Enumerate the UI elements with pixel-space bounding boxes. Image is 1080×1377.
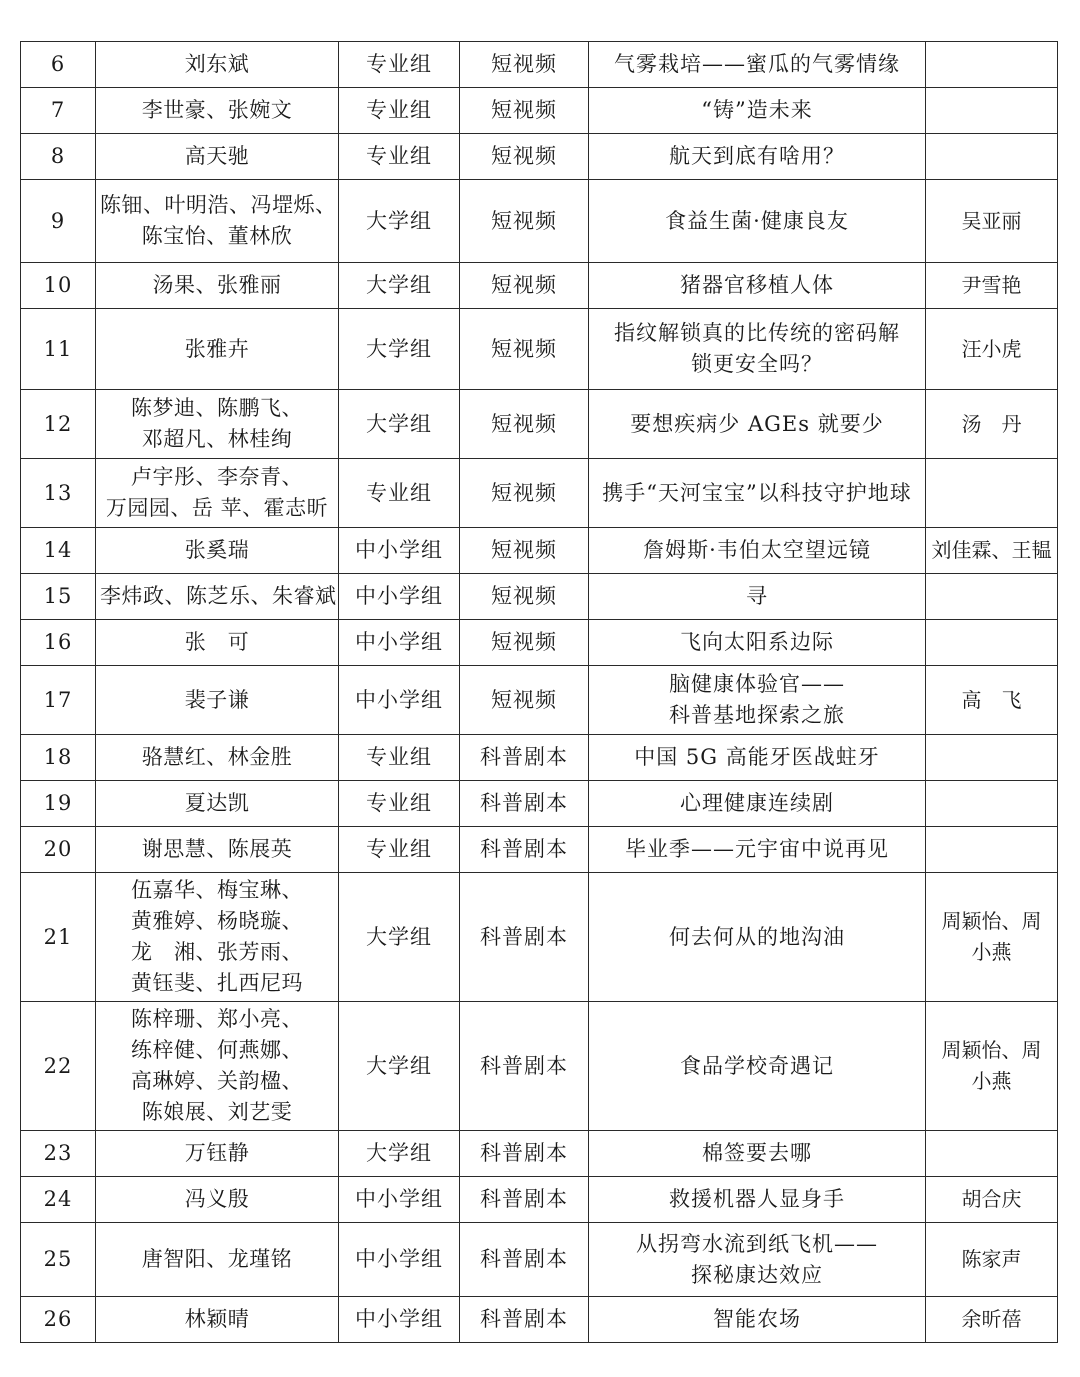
- advisor-cell: [926, 620, 1058, 666]
- title-cell: [589, 1223, 926, 1297]
- advisor-cell: [926, 528, 1058, 574]
- authors-cell-line: 李世豪、张婉文: [141, 98, 293, 122]
- authors-cell-line: 高天驰: [184, 144, 250, 168]
- category-cell: 短视频: [460, 666, 589, 735]
- row-number-cell: 12: [21, 390, 96, 459]
- row-number-cell: 21: [21, 873, 96, 1002]
- category-cell: 科普剧本: [460, 827, 589, 873]
- row-number-cell: 11: [21, 309, 96, 390]
- awards-table: [20, 41, 1058, 1343]
- advisor-cell-line: 高 飞: [961, 687, 1022, 712]
- advisor-cell: [926, 1177, 1058, 1223]
- title-cell-line: 科普基地探索之旅: [669, 703, 845, 727]
- category-cell: 短视频: [460, 134, 589, 180]
- authors-cell-line: 谢思慧、陈展英: [141, 837, 293, 861]
- title-cell: [589, 42, 926, 88]
- authors-cell-line: 伍嘉华、梅宝琳、: [131, 878, 303, 902]
- authors-cell: [96, 263, 339, 309]
- group-cell: 大学组: [339, 1002, 460, 1131]
- authors-cell: [96, 1297, 339, 1343]
- authors-cell: [96, 42, 339, 88]
- advisor-cell: [926, 1297, 1058, 1343]
- advisor-cell: [926, 1002, 1058, 1131]
- advisor-cell: [926, 781, 1058, 827]
- row-number-cell: 15: [21, 574, 96, 620]
- authors-cell-line: 裴子谦: [184, 687, 250, 712]
- row-number-cell: 6: [21, 42, 96, 88]
- row-number-cell: 25: [21, 1223, 96, 1297]
- advisor-cell: [926, 459, 1058, 528]
- category-cell: 短视频: [460, 620, 589, 666]
- advisor-cell: [926, 309, 1058, 390]
- row-number-cell: 8: [21, 134, 96, 180]
- group-cell: 中小学组: [339, 1223, 460, 1297]
- title-cell-line: “铸”造未来: [701, 98, 813, 122]
- group-cell: 中小学组: [339, 1297, 460, 1343]
- category-cell: 短视频: [460, 263, 589, 309]
- authors-cell-line: 夏达凯: [184, 791, 250, 815]
- advisor-cell: [926, 390, 1058, 459]
- advisor-cell: [926, 1223, 1058, 1297]
- group-cell: 中小学组: [339, 620, 460, 666]
- row-number-cell: 9: [21, 180, 96, 263]
- advisor-cell-line: 陈家声: [961, 1247, 1022, 1271]
- category-cell: 短视频: [460, 309, 589, 390]
- title-cell-line: 智能农场: [713, 1307, 801, 1331]
- table-row: [21, 88, 1058, 134]
- title-cell: [589, 88, 926, 134]
- authors-cell-line: 张雅卉: [184, 336, 250, 361]
- advisor-cell-line: 余昕蓓: [961, 1307, 1022, 1331]
- row-number-cell: 13: [21, 459, 96, 528]
- authors-cell: [96, 781, 339, 827]
- authors-cell: [96, 88, 339, 134]
- authors-cell: [96, 1131, 339, 1177]
- row-number-cell: 19: [21, 781, 96, 827]
- category-cell: 短视频: [460, 574, 589, 620]
- advisor-cell-line: 周颖怡、周: [941, 1038, 1042, 1062]
- category-cell: 科普剧本: [460, 1297, 589, 1343]
- title-cell-line: 中国 5G 高能牙医战蛀牙: [634, 745, 880, 769]
- title-cell: [589, 620, 926, 666]
- table-row: [21, 827, 1058, 873]
- table-row: [21, 309, 1058, 390]
- category-cell: 科普剧本: [460, 1177, 589, 1223]
- row-number-cell: 16: [21, 620, 96, 666]
- advisor-cell: [926, 134, 1058, 180]
- authors-cell-line: 龙 湘、张芳雨、: [131, 940, 303, 964]
- authors-cell: [96, 134, 339, 180]
- table-row: [21, 528, 1058, 574]
- title-cell: [589, 180, 926, 263]
- category-cell: 科普剧本: [460, 873, 589, 1002]
- advisor-cell-line: 尹雪艳: [961, 273, 1022, 297]
- title-cell: [589, 263, 926, 309]
- authors-cell: [96, 735, 339, 781]
- title-cell-line: 詹姆斯·韦伯太空望远镜: [643, 538, 871, 562]
- row-number-cell: 20: [21, 827, 96, 873]
- title-cell-line: 食益生菌·健康良友: [665, 208, 849, 233]
- title-cell-line: 脑健康体验官——: [669, 672, 845, 696]
- group-cell: 专业组: [339, 781, 460, 827]
- authors-cell-line: 练梓健、何燕娜、: [131, 1038, 303, 1062]
- authors-cell-line: 高琳婷、关韵楹、: [131, 1069, 303, 1093]
- advisor-cell: [926, 1131, 1058, 1177]
- advisor-cell: [926, 88, 1058, 134]
- authors-cell-line: 冯义殷: [184, 1187, 250, 1211]
- group-cell: 大学组: [339, 309, 460, 390]
- category-cell: 科普剧本: [460, 781, 589, 827]
- category-cell: 短视频: [460, 459, 589, 528]
- title-cell-line: 航天到底有啥用？: [669, 144, 845, 168]
- advisor-cell: [926, 666, 1058, 735]
- title-cell: [589, 1002, 926, 1131]
- table-row: [21, 263, 1058, 309]
- row-number-cell: 23: [21, 1131, 96, 1177]
- group-cell: 专业组: [339, 459, 460, 528]
- authors-cell-line: 张奚瑞: [184, 538, 250, 562]
- row-number-cell: 14: [21, 528, 96, 574]
- title-cell: [589, 666, 926, 735]
- authors-cell: [96, 827, 339, 873]
- title-cell: [589, 574, 926, 620]
- category-cell: 短视频: [460, 88, 589, 134]
- title-cell-line: 从拐弯水流到纸飞机——: [636, 1231, 878, 1256]
- table-row: [21, 574, 1058, 620]
- authors-cell-line: 万园园、岳 苹、霍志昕: [105, 496, 329, 520]
- authors-cell-line: 陈宝怡、董林欣: [141, 224, 293, 248]
- authors-cell-line: 唐智阳、龙瑾铭: [141, 1247, 293, 1271]
- title-cell-line: 食品学校奇遇记: [680, 1053, 834, 1078]
- group-cell: 专业组: [339, 42, 460, 88]
- authors-cell-line: 骆慧红、林金胜: [141, 745, 293, 769]
- authors-cell: [96, 309, 339, 390]
- title-cell: [589, 459, 926, 528]
- category-cell: 短视频: [460, 390, 589, 459]
- title-cell-line: 探秘康达效应: [691, 1262, 823, 1287]
- title-cell: [589, 735, 926, 781]
- authors-cell: [96, 180, 339, 263]
- advisor-cell: [926, 735, 1058, 781]
- group-cell: 专业组: [339, 735, 460, 781]
- table-row: [21, 666, 1058, 735]
- row-number-cell: 24: [21, 1177, 96, 1223]
- table-row: [21, 781, 1058, 827]
- group-cell: 专业组: [339, 88, 460, 134]
- category-cell: 科普剧本: [460, 1002, 589, 1131]
- authors-cell: [96, 873, 339, 1002]
- category-cell: 短视频: [460, 528, 589, 574]
- title-cell: [589, 1297, 926, 1343]
- group-cell: 中小学组: [339, 574, 460, 620]
- row-number-cell: 22: [21, 1002, 96, 1131]
- advisor-cell: [926, 263, 1058, 309]
- group-cell: 专业组: [339, 134, 460, 180]
- group-cell: 大学组: [339, 263, 460, 309]
- authors-cell: [96, 1177, 339, 1223]
- advisor-cell: [926, 873, 1058, 1002]
- authors-cell-line: 陈梦迪、陈鹏飞、: [131, 396, 303, 420]
- row-number-cell: 17: [21, 666, 96, 735]
- table-row: [21, 390, 1058, 459]
- group-cell: 大学组: [339, 1131, 460, 1177]
- authors-cell-line: 刘东斌: [184, 52, 250, 76]
- table-row: [21, 1297, 1058, 1343]
- table-row: [21, 459, 1058, 528]
- authors-cell-line: 张 可: [184, 630, 250, 654]
- authors-cell-line: 卢宇彤、李奈青、: [131, 465, 303, 489]
- advisor-cell-line: 吴亚丽: [961, 208, 1022, 233]
- advisor-cell-line: 小燕: [971, 940, 1012, 964]
- authors-cell-line: 李炜政、陈芝乐、朱睿斌: [100, 584, 337, 608]
- advisor-cell-line: 胡合庆: [961, 1187, 1022, 1211]
- authors-cell-line: 林颖晴: [184, 1307, 250, 1331]
- advisor-cell: [926, 827, 1058, 873]
- title-cell-line: 何去何从的地沟油: [669, 924, 845, 949]
- authors-cell-line: 陈娘展、刘艺雯: [141, 1100, 293, 1124]
- title-cell-line: 棉签要去哪: [702, 1141, 812, 1165]
- table-row: [21, 620, 1058, 666]
- title-cell-line: 要想疾病少 AGEs 就要少: [630, 411, 884, 436]
- group-cell: 大学组: [339, 390, 460, 459]
- category-cell: 科普剧本: [460, 1131, 589, 1177]
- title-cell: [589, 1131, 926, 1177]
- title-cell-line: 锁更安全吗？: [691, 352, 823, 376]
- title-cell: [589, 781, 926, 827]
- row-number-cell: 26: [21, 1297, 96, 1343]
- advisor-cell-line: 汪小虎: [961, 336, 1022, 361]
- table-row: [21, 735, 1058, 781]
- title-cell-line: 救援机器人显身手: [669, 1187, 845, 1211]
- title-cell: [589, 528, 926, 574]
- title-cell-line: 心理健康连续剧: [680, 791, 834, 815]
- authors-cell-line: 汤果、张雅丽: [152, 273, 282, 297]
- title-cell-line: 飞向太阳系边际: [680, 630, 834, 654]
- authors-cell: [96, 1223, 339, 1297]
- table-row: [21, 180, 1058, 263]
- authors-cell-line: 邓超凡、林桂绚: [141, 427, 293, 451]
- authors-cell: [96, 666, 339, 735]
- row-number-cell: 7: [21, 88, 96, 134]
- table-row: [21, 42, 1058, 88]
- title-cell: [589, 827, 926, 873]
- table-row: [21, 1131, 1058, 1177]
- category-cell: 科普剧本: [460, 1223, 589, 1297]
- authors-cell-line: 陈梓珊、郑小亮、: [131, 1007, 303, 1031]
- table-row: [21, 1223, 1058, 1297]
- table-row: [21, 1002, 1058, 1131]
- row-number-cell: 10: [21, 263, 96, 309]
- advisor-cell: [926, 42, 1058, 88]
- title-cell-line: 毕业季——元宇宙中说再见: [625, 837, 889, 861]
- title-cell-line: 携手“天河宝宝”以科技守护地球: [602, 480, 912, 505]
- title-cell: [589, 309, 926, 390]
- authors-cell-line: 陈钿、叶明浩、冯堽烁、: [100, 193, 337, 217]
- table-body: [21, 42, 1058, 1343]
- authors-cell: [96, 390, 339, 459]
- row-number-cell: 18: [21, 735, 96, 781]
- title-cell: [589, 1177, 926, 1223]
- table-row: [21, 1177, 1058, 1223]
- title-cell: [589, 873, 926, 1002]
- advisor-cell: [926, 574, 1058, 620]
- advisor-cell-line: 刘佳霖、王韫: [931, 538, 1052, 562]
- authors-cell: [96, 574, 339, 620]
- group-cell: 专业组: [339, 827, 460, 873]
- authors-cell: [96, 1002, 339, 1131]
- category-cell: 科普剧本: [460, 735, 589, 781]
- advisor-cell-line: 汤 丹: [961, 411, 1022, 436]
- table-row: [21, 134, 1058, 180]
- title-cell-line: 指纹解锁真的比传统的密码解: [614, 321, 900, 345]
- title-cell-line: 气雾栽培——蜜瓜的气雾情缘: [614, 52, 900, 76]
- advisor-cell-line: 周颖怡、周: [941, 909, 1042, 933]
- group-cell: 大学组: [339, 180, 460, 263]
- advisor-cell: [926, 180, 1058, 263]
- group-cell: 大学组: [339, 873, 460, 1002]
- title-cell: [589, 134, 926, 180]
- title-cell: [589, 390, 926, 459]
- authors-cell-line: 万钰静: [184, 1141, 250, 1165]
- advisor-cell-line: 小燕: [971, 1069, 1012, 1093]
- authors-cell: [96, 528, 339, 574]
- authors-cell: [96, 459, 339, 528]
- group-cell: 中小学组: [339, 666, 460, 735]
- table-row: [21, 873, 1058, 1002]
- title-cell-line: 猪器官移植人体: [680, 273, 834, 297]
- authors-cell-line: 黄钰斐、扎西尼玛: [131, 971, 303, 995]
- group-cell: 中小学组: [339, 1177, 460, 1223]
- authors-cell: [96, 620, 339, 666]
- category-cell: 短视频: [460, 42, 589, 88]
- title-cell-line: 寻: [746, 584, 768, 608]
- category-cell: 短视频: [460, 180, 589, 263]
- authors-cell-line: 黄雅婷、杨晓璇、: [131, 909, 303, 933]
- group-cell: 中小学组: [339, 528, 460, 574]
